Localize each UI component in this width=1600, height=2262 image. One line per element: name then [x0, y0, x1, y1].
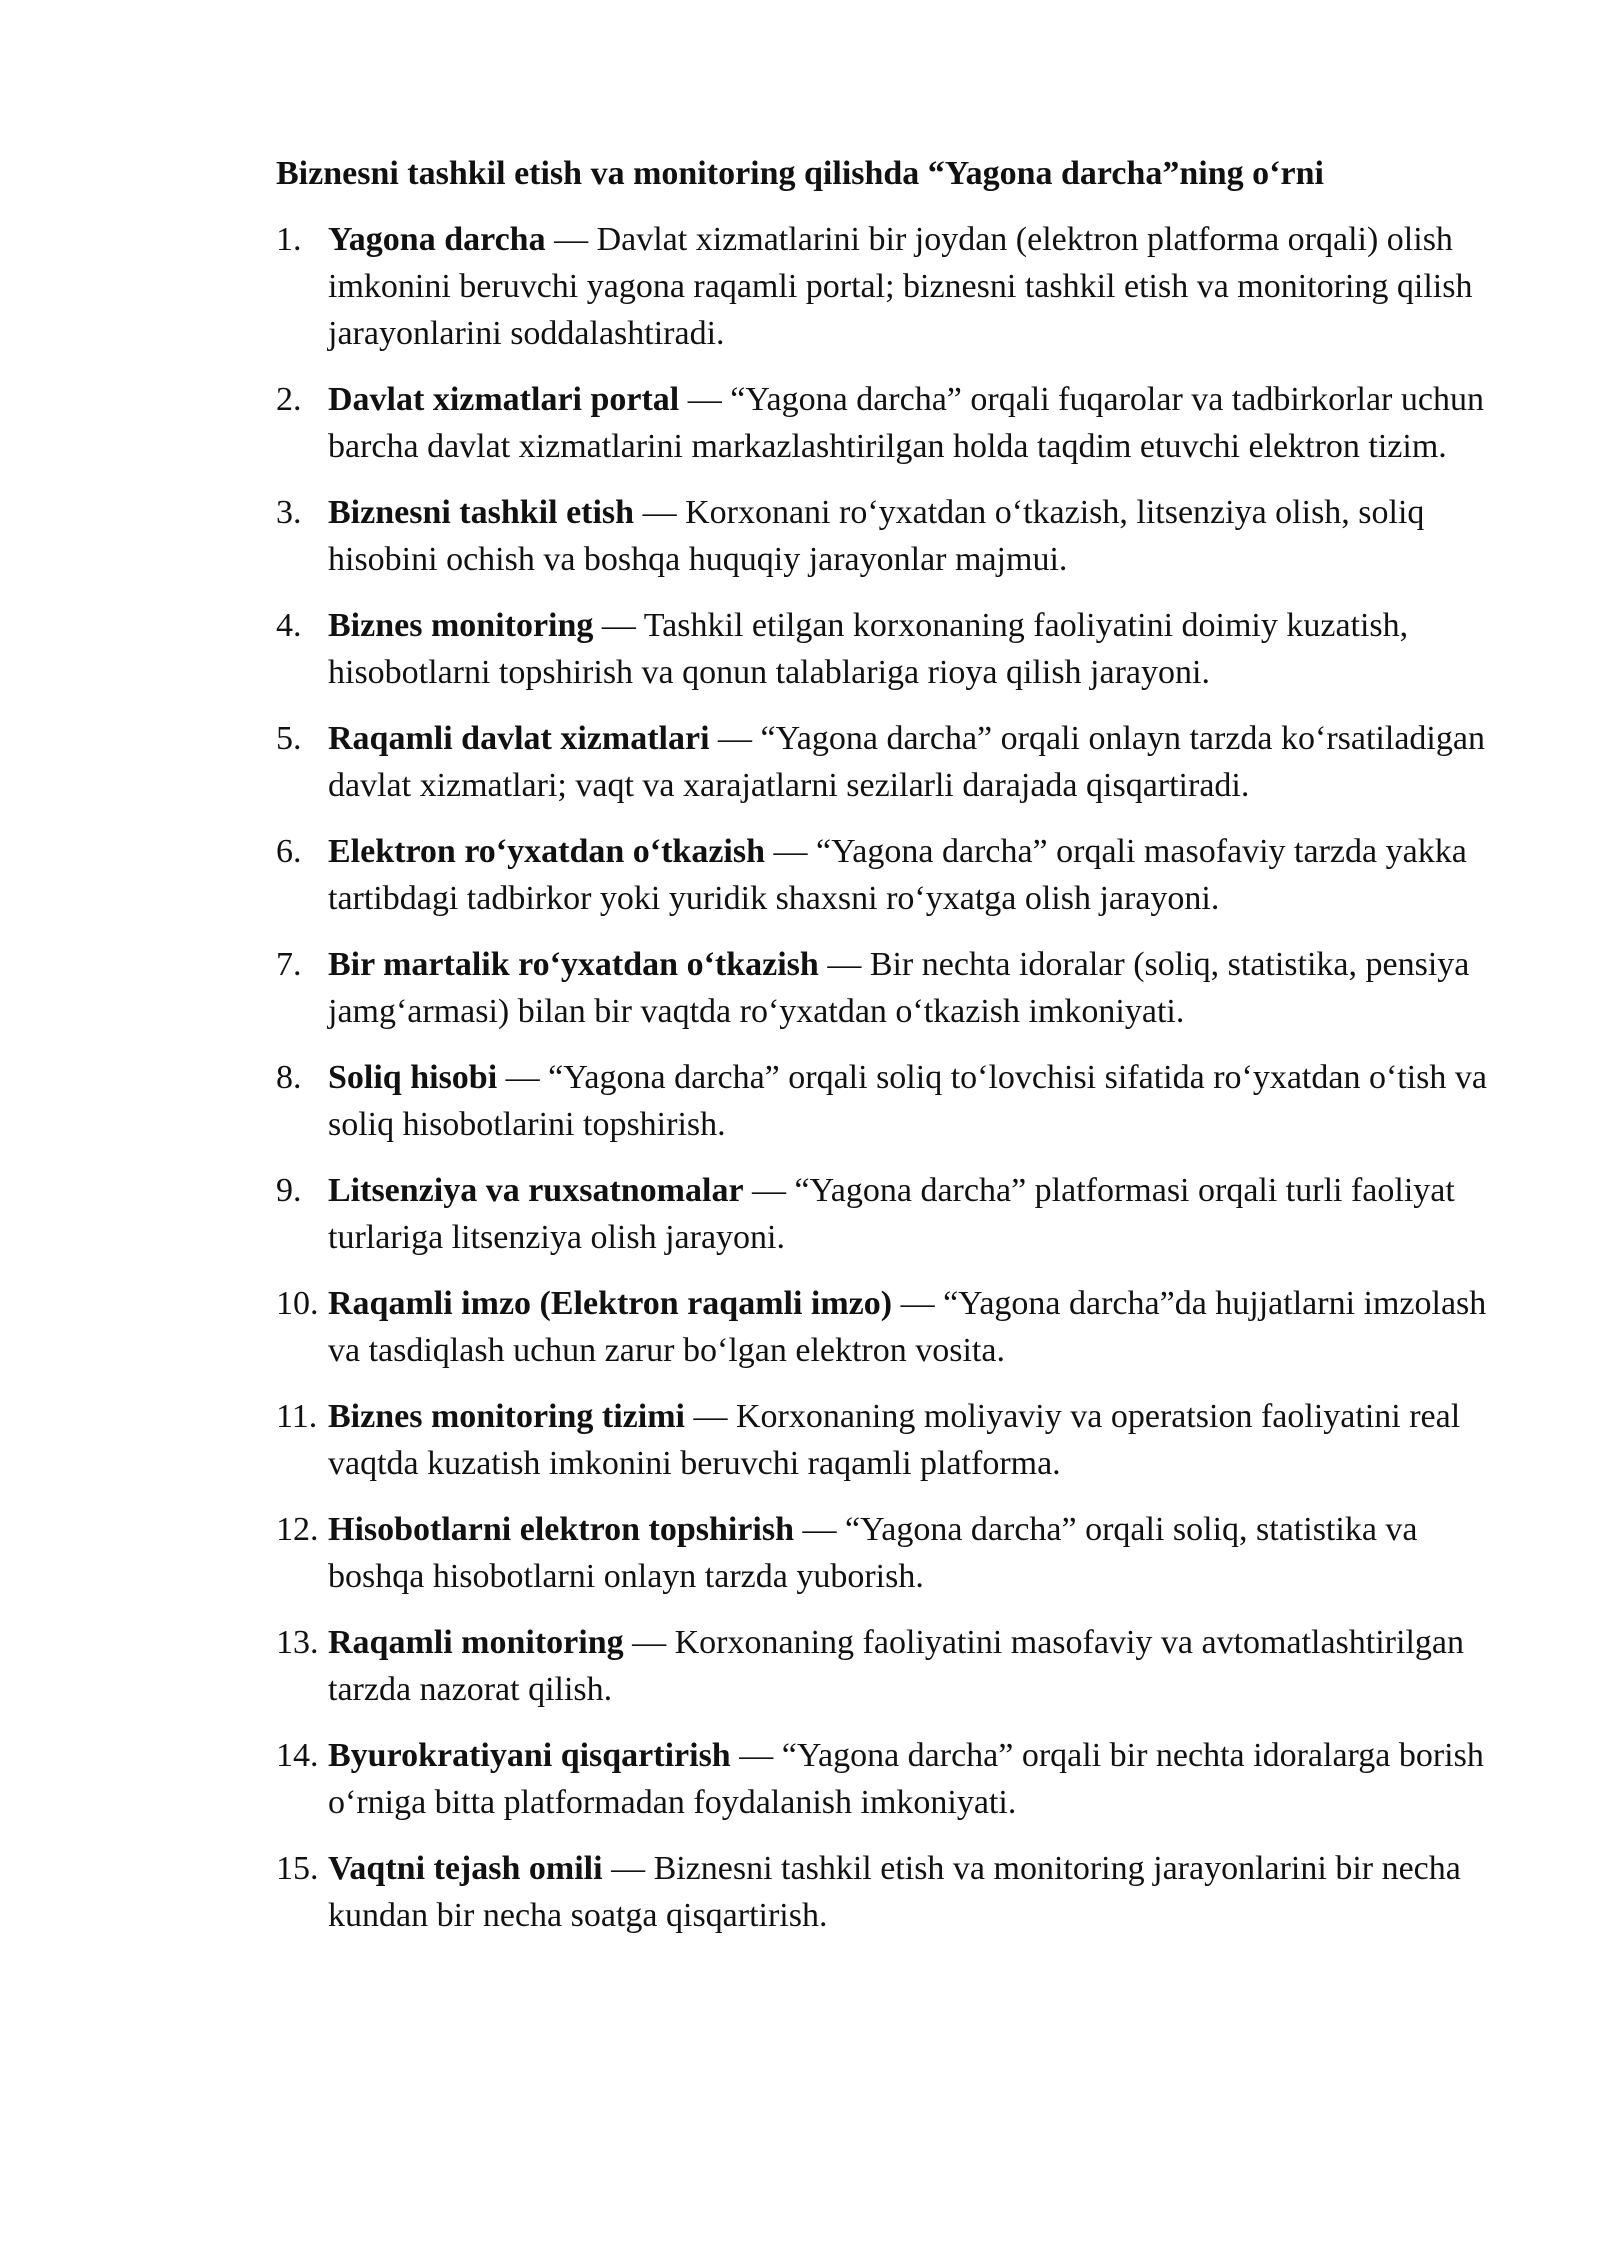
term-definition: — “Yagona darcha” orqali soliq, statistika va boshqa hisobotlarni onlayn tarzda yuborish. [328, 1511, 1418, 1595]
list-item [276, 828, 1516, 922]
term-definition: — “Yagona darcha” orqali bir nechta idoralarga borish o‘rniga bitta platformadan foydalanish imkoniyati. [328, 1737, 1484, 1821]
term-definition: — “Yagona darcha” orqali onlayn tarzda ko‘rsatiladigan davlat xizmatlari; vaqt va xarajatlarni sezilarli darajada qisqartiradi. [328, 720, 1485, 804]
list-item [276, 1619, 1516, 1713]
list-item [276, 489, 1516, 583]
item-number: 9. [276, 1172, 302, 1209]
list-item [276, 1845, 1516, 1939]
term-name: Soliq hisobi [328, 1059, 498, 1096]
term-definition: — “Yagona darcha” orqali soliq to‘lovchisi sifatida ro‘yxatdan o‘tish va soliq hisobotlarini topshirish. [328, 1059, 1488, 1143]
list-item [276, 1280, 1516, 1374]
term-definition: — Biznesni tashkil etish va monitoring jarayonlarini bir necha kundan bir necha soatga qisqartirish. [328, 1850, 1461, 1934]
item-number: 6. [276, 833, 302, 870]
term-name: Byurokratiyani qisqartirish [328, 1737, 731, 1774]
term-name: Raqamli monitoring [328, 1624, 624, 1661]
item-number: 2. [276, 381, 302, 418]
term-definition: — Korxonani ro‘yxatdan o‘tkazish, litsenziya olish, soliq hisobini ochish va boshqa huquqiy jarayonlar majmui. [328, 494, 1425, 578]
list-item [276, 1167, 1516, 1261]
term-name: Raqamli imzo (Elektron raqamli imzo) [328, 1285, 893, 1322]
item-number: 3. [276, 494, 302, 531]
list-item [276, 1393, 1516, 1487]
item-number: 7. [276, 946, 302, 983]
item-number: 15. [276, 1850, 319, 1887]
list-item [276, 1732, 1516, 1826]
item-number: 5. [276, 720, 302, 757]
document-title: Biznesni tashkil etish va monitoring qilishda “Yagona darcha”ning o‘rni [276, 155, 1324, 192]
item-number: 12. [276, 1511, 319, 1548]
term-name: Raqamli davlat xizmatlari [328, 720, 710, 757]
document-page [276, 150, 1516, 1958]
term-name: Davlat xizmatlari portal [328, 381, 680, 418]
term-definition: — Korxonaning moliyaviy va operatsion faoliyatini real vaqtda kuzatish imkonini beruvchi raqamli platforma. [328, 1398, 1461, 1482]
item-number: 14. [276, 1737, 319, 1774]
list-item [276, 602, 1516, 696]
term-definition: — Bir nechta idoralar (soliq, statistika, pensiya jamg‘armasi) bilan bir vaqtda ro‘yxatdan o‘tkazish imkoniyati. [328, 946, 1470, 1030]
term-definition: — “Yagona darcha” platformasi orqali turli faoliyat turlariga litsenziya olish jarayoni. [328, 1172, 1455, 1256]
term-name: Biznes monitoring [328, 607, 594, 644]
term-definition: — Davlat xizmatlarini bir joydan (elektron platforma orqali) olish imkonini beruvchi yagona raqamli portal; biznesni tashkil etish va monitoring qilish jarayonlarini soddalashtiradi. [328, 221, 1473, 352]
item-number: 1. [276, 221, 302, 258]
term-name: Bir martalik ro‘yxatdan o‘tkazish [328, 946, 819, 983]
term-name: Biznesni tashkil etish [328, 494, 635, 531]
list-item [276, 1506, 1516, 1600]
list-item [276, 376, 1516, 470]
term-name: Biznes monitoring tizimi [328, 1398, 685, 1435]
term-list [276, 216, 1516, 1939]
term-name: Elektron ro‘yxatdan o‘tkazish [328, 833, 766, 870]
term-name: Yagona darcha [328, 221, 546, 258]
item-number: 11. [276, 1398, 318, 1435]
term-definition: — Korxonaning faoliyatini masofaviy va avtomatlashtirilgan tarzda nazorat qilish. [328, 1624, 1464, 1708]
term-definition: — “Yagona darcha”da hujjatlarni imzolash va tasdiqlash uchun zarur bo‘lgan elektron vosita. [328, 1285, 1487, 1369]
term-definition: — “Yagona darcha” orqali masofaviy tarzda yakka tartibdagi tadbirkor yoki yuridik shaxsni ro‘yxatga olish jarayoni. [328, 833, 1467, 917]
term-name: Hisobotlarni elektron topshirish [328, 1511, 794, 1548]
term-definition: — Tashkil etilgan korxonaning faoliyatini doimiy kuzatish, hisobotlarni topshirish va qonun talablariga rioya qilish jarayoni. [328, 607, 1409, 691]
item-number: 8. [276, 1059, 302, 1096]
term-name: Litsenziya va ruxsatnomalar [328, 1172, 744, 1209]
item-number: 4. [276, 607, 302, 644]
list-item [276, 216, 1516, 357]
list-item [276, 941, 1516, 1035]
item-number: 13. [276, 1624, 319, 1661]
list-item [276, 715, 1516, 809]
list-item [276, 1054, 1516, 1148]
term-definition: — “Yagona darcha” orqali fuqarolar va tadbirkorlar uchun barcha davlat xizmatlarini markazlashtirilgan holda taqdim etuvchi elektron tizim. [328, 381, 1484, 465]
item-number: 10. [276, 1285, 319, 1322]
term-name: Vaqtni tejash omili [328, 1850, 603, 1887]
